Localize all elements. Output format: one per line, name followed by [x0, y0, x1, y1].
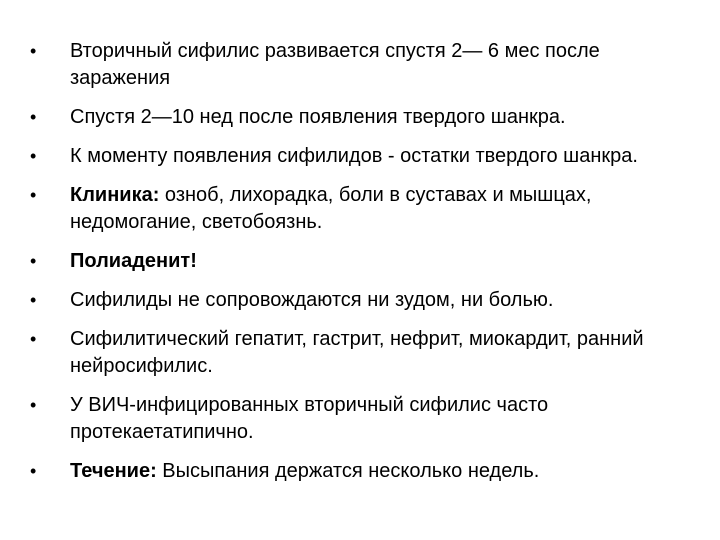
bullet-text: К моменту появления сифилидов - остатки твердого шанкра.: [70, 145, 638, 167]
bullet-dot-icon: •: [30, 41, 37, 61]
bullet-dot-icon: •: [30, 251, 37, 271]
bullet-item-after-chancre: [30, 104, 670, 131]
bullet-dot-icon: •: [30, 185, 37, 205]
bullet-text: Сифилиды не сопровождаются ни зудом, ни болью.: [70, 289, 554, 311]
bullet-text: озноб, лихорадка, боли в суставах и мышцах, недомогание, светобоязнь.: [70, 184, 592, 233]
bullet-dot-icon: •: [30, 395, 37, 415]
bullet-text: Сифилитический гепатит, гастрит, нефрит, миокардит, ранний нейросифилис.: [70, 328, 644, 377]
bullet-item-course: [30, 458, 670, 485]
bullet-text: Спустя 2—10 нед после появления твердого шанкра.: [70, 106, 566, 128]
bullet-dot-icon: •: [30, 461, 37, 481]
bullet-list: [30, 38, 670, 497]
bullet-text: Вторичный сифилис развивается спустя 2— 6 мес после заражения: [70, 40, 600, 89]
bullet-text: Высыпания держатся несколько недель.: [156, 460, 540, 482]
bullet-item-clinic: [30, 182, 670, 236]
bullet-dot-icon: •: [30, 290, 37, 310]
bullet-dot-icon: •: [30, 107, 37, 127]
bullet-dot-icon: •: [30, 146, 37, 166]
bullet-lead: Полиаденит!: [70, 250, 197, 272]
bullet-lead: Течение:: [70, 460, 157, 482]
bullet-item-no-itch-pain: [30, 287, 670, 314]
bullet-item-hiv: [30, 392, 670, 446]
bullet-item-polyadenitis: [30, 248, 670, 275]
bullet-item-chancre-remains: [30, 143, 670, 170]
bullet-lead: Клиника:: [70, 184, 160, 206]
bullet-item-secondary-onset: [30, 38, 670, 92]
bullet-item-organ-involvement: [30, 326, 670, 380]
bullet-text: У ВИЧ-инфицированных вторичный сифилис часто протекаетатипично.: [70, 394, 549, 443]
bullet-dot-icon: •: [30, 329, 37, 349]
